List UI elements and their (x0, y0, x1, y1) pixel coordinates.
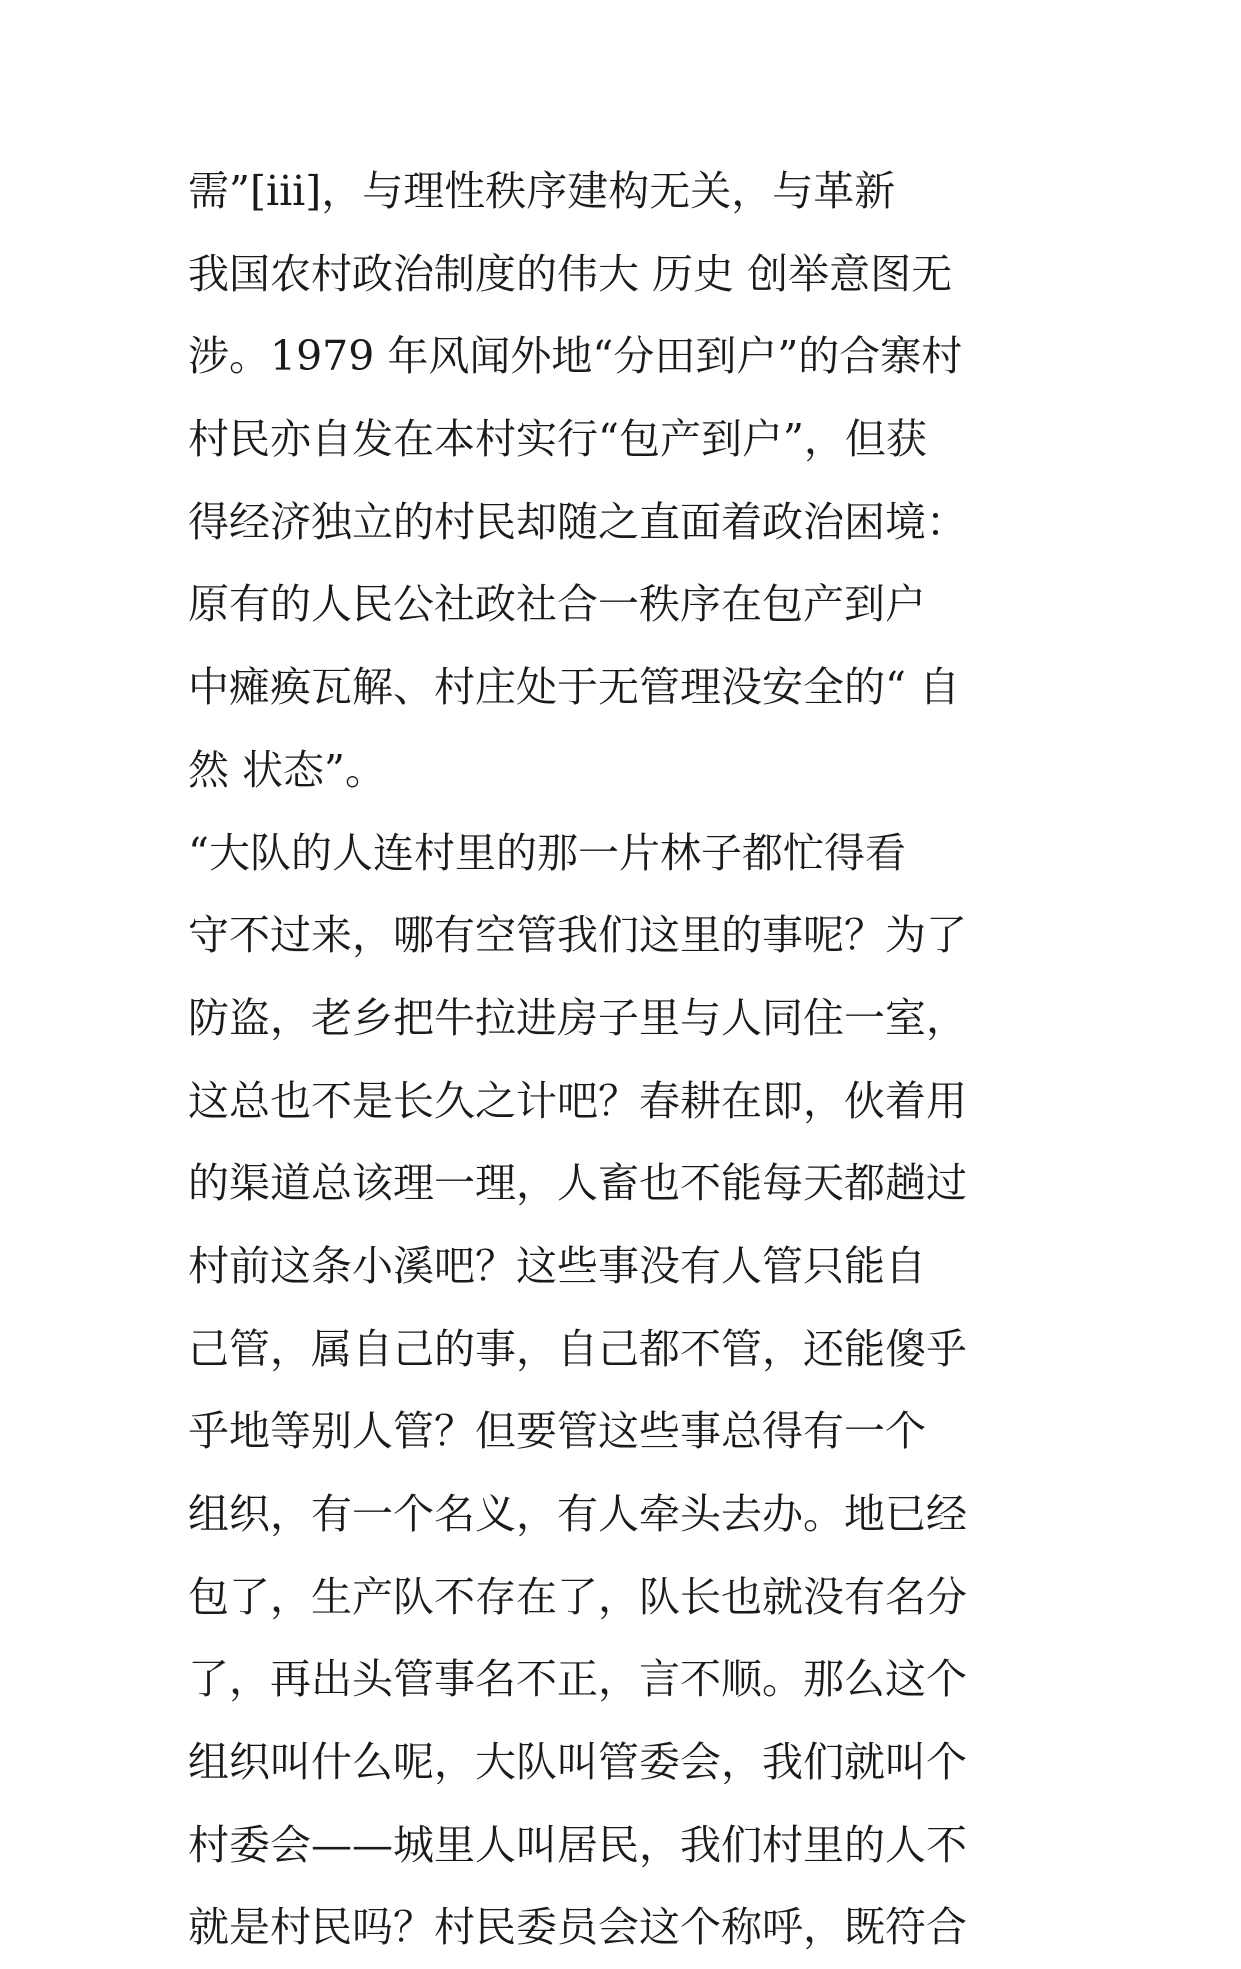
text-line: 包了，生产队不存在了，队长也就没有名分 (188, 1572, 967, 1621)
text-line: 中瘫痪瓦解、村庄处于无管理没安全的“ 自 (188, 663, 960, 712)
text-line: 了，再出头管事名不正，言不顺。那么这个 (188, 1655, 967, 1704)
text-line: 然 状态”。 (188, 745, 386, 794)
text-line: 村前这条小溪吧？这些事没有人管只能自 (188, 1241, 926, 1290)
text-line: 村民亦自发在本村实行“包产到户”，但获 (188, 415, 927, 464)
text-line: “大队的人连村里的那一片林子都忙得看 (188, 828, 906, 877)
text-line: 己管，属自己的事，自己都不管，还能傻乎 (188, 1324, 967, 1373)
text-line: 村委会——城里人叫居民，我们村里的人不 (188, 1820, 967, 1869)
text-line: 这总也不是长久之计吧？春耕在即，伙着用 (188, 1076, 967, 1125)
text-line: 需”[iii]，与理性秩序建构无关，与革新 (188, 167, 896, 215)
text-line: 组织叫什么呢，大队叫管委会，我们就叫个 (188, 1738, 967, 1787)
text-line: 组织，有一个名义，有人牵头去办。地已经 (188, 1490, 967, 1538)
text-line: 守不过来，哪有空管我们这里的事呢？为了 (188, 911, 967, 960)
text-line: 我国农村政治制度的伟大 历史 创举意图无 (188, 249, 953, 298)
text-line: 的渠道总该理一理，人畜也不能每天都趟过 (188, 1159, 967, 1208)
text-line: 就是村民吗？村民委员会这个称呼，既符合 (188, 1903, 967, 1952)
text-line: 涉。1979 年风闻外地“分田到户”的合寨村 (188, 332, 963, 381)
text-line: 得经济独立的村民却随之直面着政治困境： (188, 497, 967, 546)
text-line: 原有的人民公社政社合一秩序在包产到户 (188, 580, 926, 629)
text-line: 乎地等别人管？但要管这些事总得有一个 (188, 1407, 926, 1456)
body-text (188, 150, 1088, 1969)
text-line: 防盗，老乡把牛拉进房子里与人同住一室， (188, 993, 967, 1042)
